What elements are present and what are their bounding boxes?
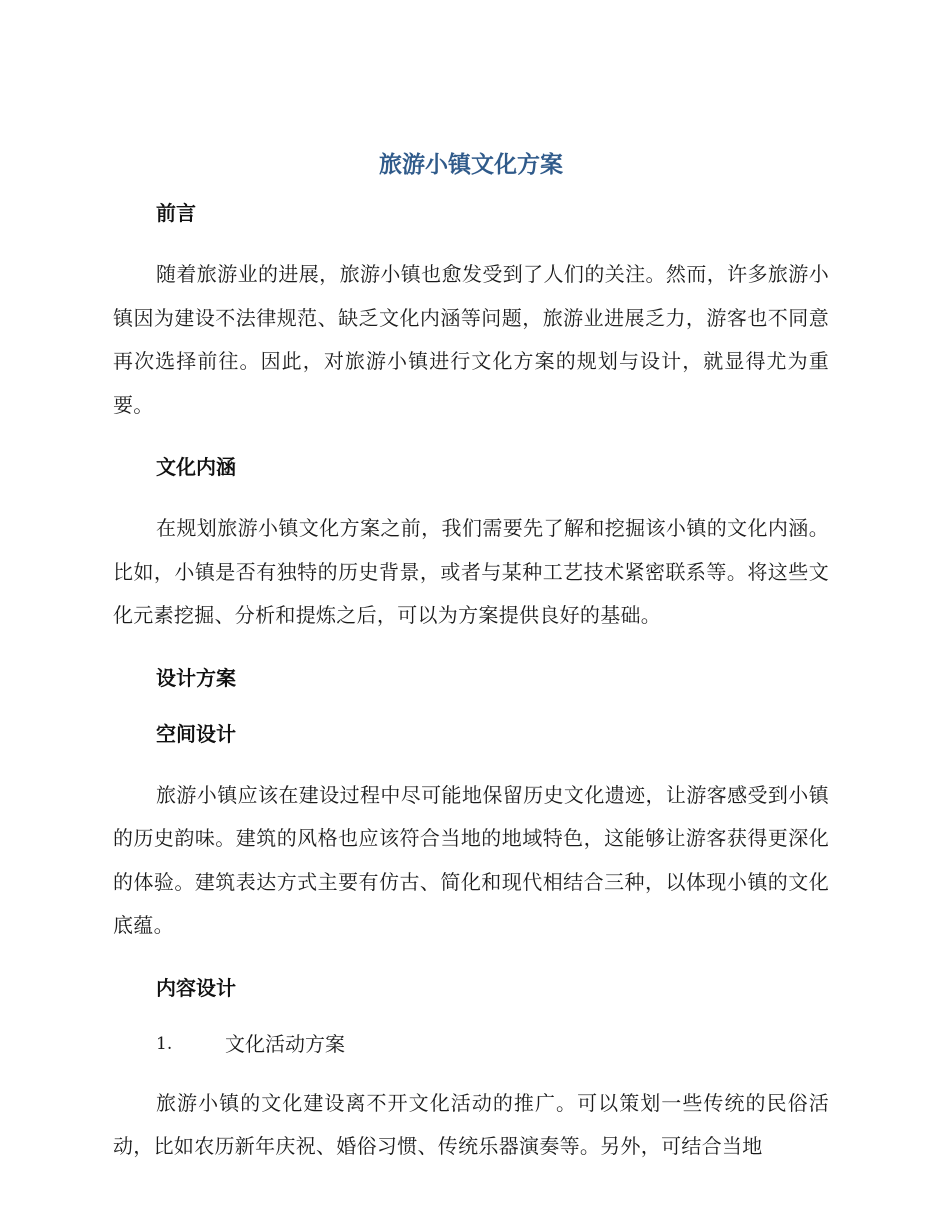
heading-culture: 文化内涵 <box>156 455 236 479</box>
heading-design-plan: 设计方案 <box>156 665 236 690</box>
document-title: 旅游小镇文化方案 <box>379 152 563 178</box>
heading-preface: 前言 <box>156 201 196 225</box>
document-page <box>113 145 829 1193</box>
heading-content-design: 内容设计 <box>156 975 236 1000</box>
list-item-number: 1. <box>156 1033 173 1054</box>
paragraph-culture: 在规划旅游小镇文化方案之前，我们需要先了解和挖掘该小镇的文化内涵。比如，小镇是否有独特的历史背景，或者与某种工艺技术紧密联系等。将这些文化元素挖掘、分析和提炼之后，可以为方案提供良好的基础。 <box>113 516 829 627</box>
list-item-text: 文化活动方案 <box>225 1031 345 1056</box>
list-item <box>113 1028 829 1060</box>
paragraph-activity: 旅游小镇的文化建设离不开文化活动的推广。可以策划一些传统的民俗活动，比如农历新年庆祝、婚俗习惯、传统乐器演奏等。另外，可结合当地 <box>113 1090 829 1158</box>
heading-space-design: 空间设计 <box>156 721 236 746</box>
paragraph-space-design: 旅游小镇应该在建设过程中尽可能地保留历史文化遗迹，让游客感受到小镇的历史韵味。建筑的风格也应该符合当地的地域特色，这能够让游客获得更深化的体验。建筑表达方式主要有仿古、简化和现代相结合三种，以体现小镇的文化底蕴。 <box>113 782 829 937</box>
paragraph-preface: 随着旅游业的进展，旅游小镇也愈发受到了人们的关注。然而，许多旅游小镇因为建设不法律规范、缺乏文化内涵等问题，旅游业进展乏力，游客也不同意再次选择前往。因此，对旅游小镇进行文化方案的规划与设计，就显得尤为重要。 <box>113 262 829 417</box>
